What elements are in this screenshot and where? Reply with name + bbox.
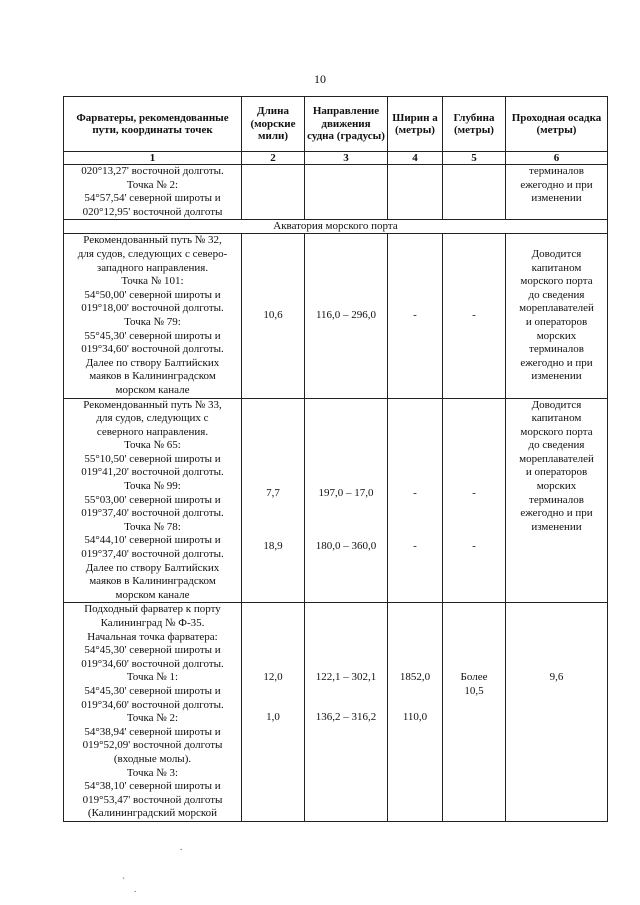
table-row (64, 398, 608, 603)
width-value: - (413, 540, 417, 553)
header-route: Фарватеры, рекомендованные пути, координаты точек (64, 97, 242, 152)
direction-value: 122,1 – 302,1 (315, 671, 377, 684)
page-number: 10 (314, 72, 326, 86)
header-draft: Проходная осадка (метры) (506, 97, 608, 152)
length-value: 1,0 (266, 711, 280, 723)
fairway-table (63, 96, 608, 822)
header-width: Ширин а (метры) (388, 97, 443, 152)
length-cell (242, 603, 305, 822)
route-cell: Рекомендованный путь № 32, для судов, следующих с северо- западного направления. Точка № 101: 54°50,00' северной широты и 019°18,00' восточной долготы. Точка № 79: 55°45,30' северной широты и 019°34,60' восточной долготы. Далее по створу Балтийских маяков в Калининградском морском канале (64, 234, 242, 398)
depth-cell (443, 165, 506, 220)
draft-cell: Доводится капитаном морского порта до сведения мореплавателей и операторов морских терминалов ежегодно и при изменении (506, 398, 608, 603)
table-row (64, 603, 608, 822)
scan-artifact: ` (122, 876, 125, 886)
continuation-row (64, 165, 608, 220)
route-cell: Рекомендованный путь № 33, для судов, следующих с северного направления. Точка № 65: 55°10,50' северной широты и 019°41,20' восточной долготы. Точка № 99: 55°03,00' северной широты и 019°37,40' восточной долготы. Точка № 78: 54°44,10' северной широты и 019°37,40' восточной долготы. Далее по створу Балтийских маяков в Калининградском морском канале (64, 398, 242, 603)
section-title: Акватория морского порта (64, 220, 608, 234)
length-value: 12,0 (263, 671, 283, 684)
length-value: 7,7 (266, 486, 280, 499)
width-cell (388, 165, 443, 220)
header-row (64, 97, 608, 152)
scan-artifact: . (180, 842, 183, 852)
depth-value: - (472, 486, 476, 499)
width-value: - (413, 486, 417, 499)
depth-cell (443, 398, 506, 603)
column-number: 3 (305, 152, 388, 165)
direction-cell (305, 603, 388, 822)
column-number-row (64, 152, 608, 165)
draft-cell: терминалов ежегодно и при изменении (506, 165, 608, 220)
depth-cell: - (443, 234, 506, 398)
direction-value: 136,2 – 316,2 (315, 711, 377, 723)
length-cell (242, 398, 305, 603)
length-cell (242, 165, 305, 220)
direction-cell: 116,0 – 296,0 (305, 234, 388, 398)
length-value: 18,9 (263, 540, 283, 553)
column-number: 5 (443, 152, 506, 165)
header-direction: Направление движения судна (градусы) (305, 97, 388, 152)
width-value: 110,0 (402, 711, 428, 723)
header-length: Длина (морские мили) (242, 97, 305, 152)
route-cell: 020°13,27' восточной долготы. Точка № 2: 54°57,54' северной широты и 020°12,95' восточной долготы (64, 165, 242, 220)
width-value: 1852,0 (399, 671, 431, 684)
direction-value: 197,0 – 17,0 (318, 486, 374, 499)
width-cell (388, 398, 443, 603)
depth-value: - (472, 540, 476, 553)
column-number: 1 (64, 152, 242, 165)
column-number: 4 (388, 152, 443, 165)
draft-cell: 9,6 (506, 603, 608, 822)
scan-artifact: . (134, 884, 137, 894)
table-row (64, 234, 608, 398)
direction-value: 180,0 – 360,0 (315, 540, 377, 553)
width-cell: - (388, 234, 443, 398)
direction-cell (305, 398, 388, 603)
column-number: 2 (242, 152, 305, 165)
column-number: 6 (506, 152, 608, 165)
section-row (64, 220, 608, 234)
direction-cell (305, 165, 388, 220)
route-cell: Подходный фарватер к порту Калининград № Ф-35. Начальная точка фарватера: 54°45,30' северной широты и 019°34,60' восточной долготы. Точка № 1: 54°45,30' северной широты и 019°34,60' восточной долготы. Точка № 2: 54°38,94' северной широты и 019°52,09' восточной долготы (входные молы). Точка № 3: 54°38,10' северной широты и 019°53,47' восточной долготы (Калининградский морской (64, 603, 242, 822)
length-cell: 10,6 (242, 234, 305, 398)
depth-cell: Более 10,5 (443, 603, 506, 822)
header-depth: Глубина (метры) (443, 97, 506, 152)
draft-cell: Доводится капитаном морского порта до сведения мореплавателей и операторов морских терминалов ежегодно и при изменении (506, 234, 608, 398)
width-cell (388, 603, 443, 822)
